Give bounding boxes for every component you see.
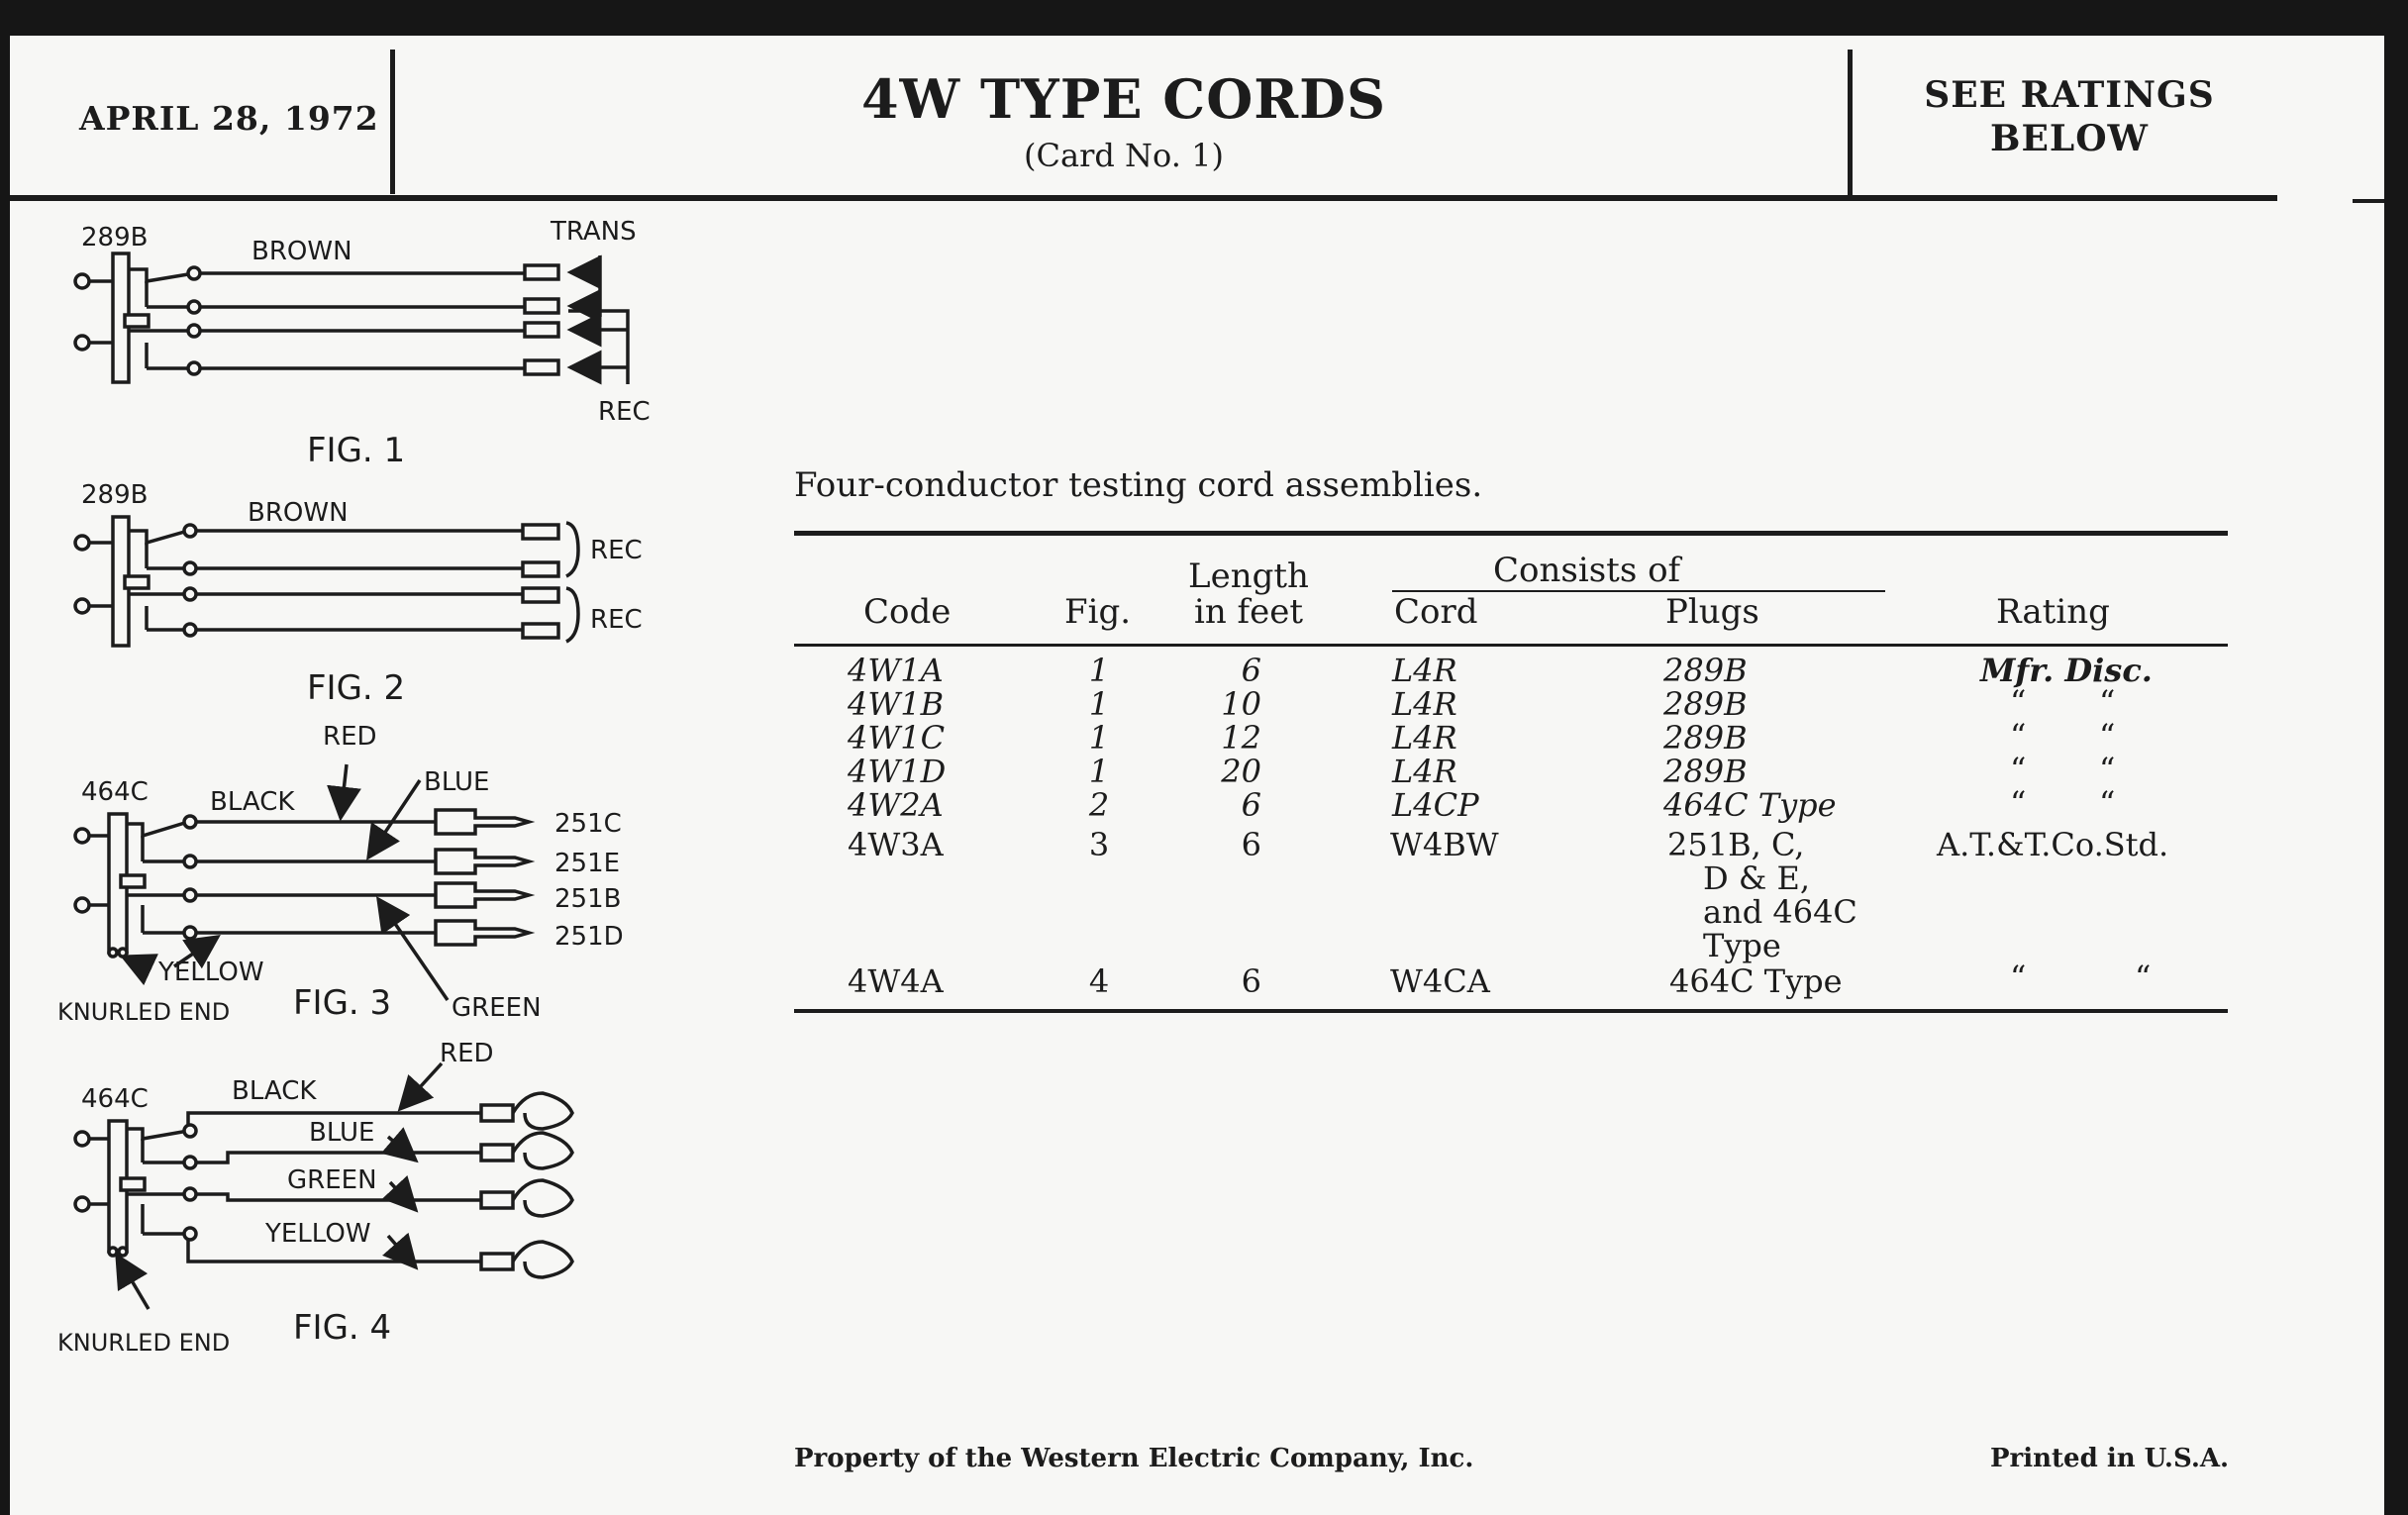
col-header-plugs: Plugs [1665,592,1759,632]
col-header-length [1184,558,1313,630]
col-header-length-1: Length [1188,556,1309,596]
card-title: 4W TYPE CORDS [860,67,1387,131]
fig1-wire-label: BROWN [251,237,352,266]
row6-code: 4W3A [848,826,944,863]
col-header-consists-of: Consists of [1493,551,1681,590]
row4-rating-b: “ [2099,751,2116,788]
fig3-black-label: BLACK [210,787,295,817]
row7-rating-b: “ [2135,959,2152,996]
row5-fig: 2 [1088,786,1110,824]
col-header-fig: Fig. [1064,592,1132,632]
fig3-plug-251e: 251E [554,849,621,878]
row4-plugs: 289B [1663,753,1748,790]
row2-code: 4W1B [848,685,945,723]
fig2-wire-label: BROWN [248,498,349,528]
row3-cord: L4R [1392,719,1457,757]
fig2-rec-label-2: REC [590,605,643,635]
row6-rating: A.T.&T.Co.Std. [1937,826,2169,863]
row4-fig: 1 [1088,753,1110,790]
row1-fig: 1 [1088,652,1110,689]
row3-rating-a: “ [2010,717,2027,755]
row2-plugs: 289B [1663,685,1748,723]
row5-code: 4W2A [848,786,944,824]
fig1-rec-label: REC [598,397,651,427]
fig4-black-label: BLACK [232,1076,317,1106]
table-top-rule [794,531,2228,536]
row1-code: 4W1A [848,652,944,689]
footer-property-note: Property of the Western Electric Company, Inc. [794,1444,1474,1473]
rating-note-line-2: BELOW [1990,118,2149,159]
row3-fig: 1 [1088,719,1110,757]
fig1-diagram [75,253,628,384]
row2-rating-b: “ [2099,683,2116,721]
footer-printed-note: Printed in U.S.A. [1990,1444,2230,1473]
row5-rating-b: “ [2099,784,2116,822]
fig1-plug-label: 289B [81,223,149,252]
fig2-rec-label-1: REC [590,536,643,565]
card-description: Four-conductor testing cord assemblies. [794,465,1483,505]
fig4-blue-label: BLUE [309,1118,375,1148]
row6-length: 6 [1241,826,1261,863]
row1-cord: L4R [1392,652,1457,689]
fig4-red-label: RED [440,1039,494,1068]
row6-plugs-line-2: D & E, [1703,859,1811,897]
fig3-blue-label: BLUE [424,767,490,797]
fig4-knurled-label: KNURLED END [57,1329,231,1357]
header-rating-note [1861,73,2277,160]
row7-fig: 4 [1088,962,1110,1000]
row4-rating-a: “ [2010,751,2027,788]
fig4-plug-label: 464C [81,1084,149,1114]
fig4-yellow-label: YELLOW [265,1219,371,1249]
fig2-diagram [75,517,578,646]
row6-plugs [1667,828,1857,962]
row7-rating-a: “ [2010,959,2027,996]
row4-cord: L4R [1392,753,1457,790]
fig1-caption: FIG. 1 [307,431,406,470]
row3-rating-b: “ [2099,717,2116,755]
row2-fig: 1 [1088,685,1110,723]
row2-length: 10 [1221,685,1261,723]
fig3-caption: FIG. 3 [293,983,392,1023]
row6-plugs-line-3: and 464C [1703,893,1857,931]
row7-plugs: 464C Type [1669,962,1843,1000]
row5-plugs: 464C Type [1663,786,1837,824]
col-header-rating: Rating [1996,592,2110,632]
fig2-caption: FIG. 2 [307,668,406,708]
row7-length: 6 [1241,962,1261,1000]
row3-plugs: 289B [1663,719,1748,757]
row2-rating-a: “ [2010,683,2027,721]
row5-rating-a: “ [2010,784,2027,822]
card-subtitle: (Card No. 1) [1024,137,1224,174]
fig3-plug-251b: 251B [554,884,622,914]
header-divider-right [1848,50,1853,198]
row1-rating: Mfr. Disc. [1980,652,2153,689]
row6-cord: W4BW [1390,826,1499,863]
row1-length: 6 [1241,652,1261,689]
fig3-plug-label: 464C [81,777,149,807]
fig4-green-label: GREEN [287,1165,377,1195]
row7-code: 4W4A [848,962,944,1000]
fig1-trans-label: TRANS [551,217,637,247]
row4-code: 4W1D [848,753,947,790]
fig3-red-label: RED [323,722,377,752]
table-header-rule [794,644,2228,647]
row6-plugs-line-1: 251B, C, [1667,826,1805,863]
row3-code: 4W1C [848,719,946,757]
fig3-plug-251d: 251D [554,922,624,952]
col-header-length-2: in feet [1193,592,1304,632]
col-header-cord: Cord [1394,592,1478,632]
row2-cord: L4R [1392,685,1457,723]
fig3-knurled-label: KNURLED END [57,998,231,1026]
row1-plugs: 289B [1663,652,1748,689]
fig3-plug-251c: 251C [554,809,622,839]
wiring-diagrams [0,0,752,1406]
fig4-caption: FIG. 4 [293,1308,392,1348]
row6-plugs-line-4: Type [1703,927,1781,964]
table-bottom-rule [794,1009,2228,1013]
fig3-green-label: GREEN [452,993,542,1023]
col-header-code: Code [863,592,952,632]
row5-cord: L4CP [1392,786,1479,824]
header-rule-tail [2353,199,2384,203]
fig2-plug-label: 289B [81,480,149,510]
rating-note-line-1: SEE RATINGS [1924,74,2215,116]
row4-length: 20 [1221,753,1261,790]
row6-fig: 3 [1088,826,1110,863]
fig3-yellow-label: YELLOW [158,958,264,987]
card-date: APRIL 28, 1972 [79,99,379,138]
row7-cord: W4CA [1390,962,1490,1000]
row3-length: 12 [1221,719,1261,757]
row5-length: 6 [1241,786,1261,824]
